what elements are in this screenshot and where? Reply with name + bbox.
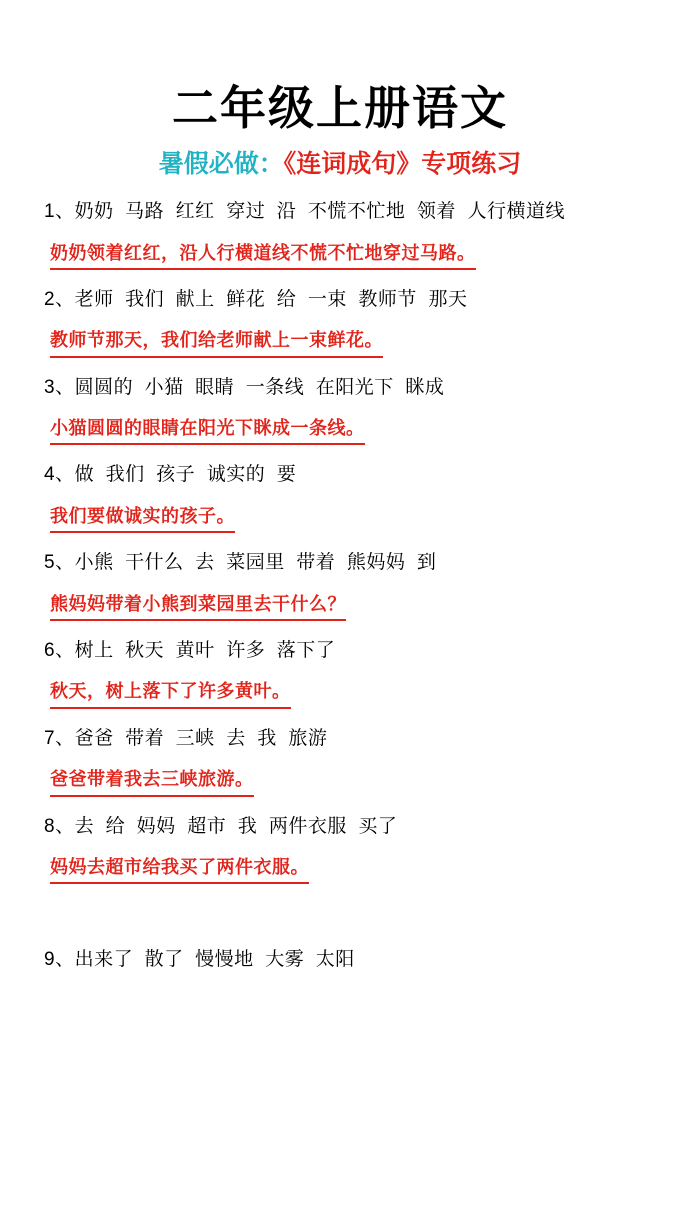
exercise-answer: 奶奶领着红红，沿人行横道线不慌不忙地穿过马路。 — [50, 241, 476, 270]
exercise-answer: 熊妈妈带着小熊到菜园里去干什么？ — [50, 592, 346, 621]
exercise-prompt: 2、老师 我们 献上 鲜花 给 一束 教师节 那天 — [44, 288, 468, 310]
exercise-item — [40, 549, 640, 621]
exercise-prompt: 5、小熊 干什么 去 菜园里 带着 熊妈妈 到 — [44, 552, 437, 574]
exercise-answer-wrap — [50, 416, 640, 445]
exercise-answer-wrap — [50, 504, 640, 533]
exercise-answer: 教师节那天，我们给老师献上一束鲜花。 — [50, 328, 383, 357]
exercise-item — [40, 813, 640, 885]
page-break-gap — [40, 886, 640, 930]
exercise-item — [40, 637, 640, 709]
exercise-prompt: 4、做 我们 孩子 诚实的 要 — [44, 464, 297, 486]
subtitle-main: 《连词成句》专项练习 — [283, 148, 522, 178]
exercise-answer: 小猫圆圆的眼睛在阳光下眯成一条线。 — [50, 416, 365, 445]
exercise-answer-wrap — [50, 855, 640, 884]
exercise-prompt: 3、圆圆的 小猫 眼睛 一条线 在阳光下 眯成 — [44, 376, 445, 398]
exercise-item — [40, 461, 640, 533]
subtitle-prefix: 暑假必做： — [158, 148, 284, 178]
exercise-prompt: 9、出来了 散了 慢慢地 大雾 太阳 — [44, 949, 355, 971]
exercise-item — [40, 946, 640, 975]
exercise-answer-wrap — [50, 679, 640, 708]
exercise-answer-wrap — [50, 592, 640, 621]
exercise-prompt: 8、去 给 妈妈 超市 我 两件衣服 买了 — [44, 815, 398, 837]
exercise-item — [40, 374, 640, 446]
exercise-answer: 爸爸带着我去三峡旅游。 — [50, 767, 254, 796]
exercise-item — [40, 198, 640, 270]
exercise-answer: 妈妈去超市给我买了两件衣服。 — [50, 855, 309, 884]
page-title: 二年级上册语文 — [172, 81, 508, 135]
page-subtitle — [40, 148, 640, 181]
exercise-answer: 我们要做诚实的孩子。 — [50, 504, 235, 533]
exercise-answer: 秋天，树上落下了许多黄叶。 — [50, 679, 291, 708]
exercise-prompt: 6、树上 秋天 黄叶 许多 落下了 — [44, 639, 336, 661]
exercise-prompt: 7、爸爸 带着 三峡 去 我 旅游 — [44, 727, 328, 749]
exercise-answer-wrap — [50, 328, 640, 357]
exercise-answer-wrap — [50, 241, 640, 270]
exercise-prompt: 1、奶奶 马路 红红 穿过 沿 不慌不忙地 领着 人行横道线 — [44, 201, 565, 222]
exercise-item — [40, 725, 640, 797]
exercise-answer-wrap — [50, 767, 640, 796]
exercise-item — [40, 286, 640, 358]
